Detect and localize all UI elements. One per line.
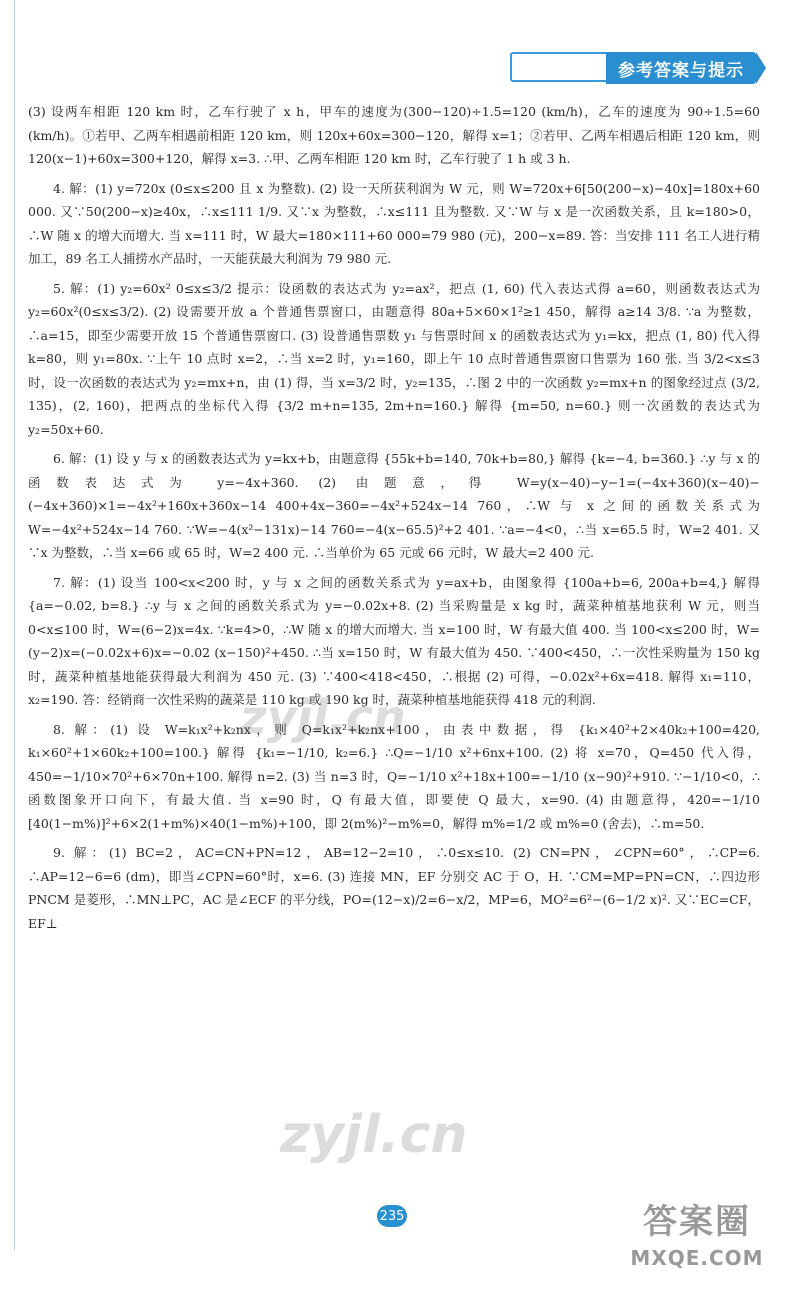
answer-content xyxy=(28,100,760,941)
watermark: zyjl.cn xyxy=(280,1105,468,1165)
header-blank-box xyxy=(510,52,610,82)
answer-paragraph: 9. 解：(1) BC=2，AC=CN+PN=12，AB=12−2=10，∴0≤x≤10. (2) CN=PN，∠CPN=60°，∴CP=6. ∴AP=12−6=6 (dm)，即当∠CPN=60°时，x=6. (3) 连接 MN，EF 分别交 AC 于 O，H. ∵CM=MP=PN=CN，∴四边形 PNCM 是菱形，∴MN⊥PC，AC 是∠ECF 的平分线，PO=(12−x)/2=6−x/2，MP=6，MO²=6²−(6−1/2 x)². 又∵EC=CF，EF⊥ xyxy=(28,845,760,931)
answer-paragraph: 5. 解：(1) y₂=60x² 0≤x≤3/2 提示：设函数的表达式为 y₂=ax²，把点 (1, 60) 代入表达式得 a=60，则函数表达式为 y₂=60x²(0≤x≤3/2). (2) 设需要开放 a 个普通售票窗口，由题意得 80a+5×60×1²≥1 450，解得 a≥14 3/8. ∵a 为整数，∴a=15，即至少需要开放 15 个普通售票窗口. (3) 设普通售票数 y₁ 与售票时间 x 的函数表达式为 y₁=kx，把点 (1, 80) 代入得 k=80，则 y₁=80x. ∵上午 10 点时 x=2，∴当 x=2 时，y₁=160，即上午 10 点时普通售票窗口售票为 160 张. 当 3/2<x≤3 时，设一次函数的表达式为 y₂=mx+n，由 (1) 得，当 x=3/2 时，y₂=135，∴图 2 中的一次函数 y₂=mx+n 的图象经过点 (3/2, 135)，(2, 160)，把两点的坐标代入得 {3/2 m+n=135, 2m+n=160.} 解得 {m=50, n=60.} 则一次函数的表达式为 y₂=50x+60. xyxy=(28,280,760,437)
page-number: 235 xyxy=(377,1205,407,1227)
left-margin-rule xyxy=(14,0,15,1250)
header-tab-label: 参考答案与提示 xyxy=(618,60,744,81)
answer-paragraph: 6. 解：(1) 设 y 与 x 的函数表达式为 y=kx+b，由题意得 {55k+b=140, 70k+b=80,} 解得 {k=−4, b=360.} ∴y 与 x 的函数表达式为 y=−4x+360. (2) 由题意，得 W=y(x−40)−y−1=(−4x+360)(x−40)−(−4x+360)×1=−4x²+160x+360x−14 400+4x−360=−4x²+524x−14 760，∴W 与 x 之间的函数关系式为 W=−4x²+524x−14 760. ∵W=−4(x²−131x)−14 760=−4(x−65.5)²+2 401. ∵a=−4<0，∴当 x=65.5 时，W=2 401. 又∵x 为整数，∴当 x=66 或 65 时，W=2 400 元. ∴当单价为 65 元或 66 元时，W 最大=2 400 元. xyxy=(28,451,760,560)
site-logo-title: 答案圈 xyxy=(643,1202,751,1242)
header-tab xyxy=(606,52,756,84)
answer-paragraph: (3) 设两车相距 120 km 时，乙车行驶了 x h，甲车的速度为(300−120)÷1.5=120 (km/h)，乙车的速度为 90÷1.5=60 (km/h)。①若甲、乙两车相遇前相距 120 km，则 120x+60x=300−120，解得 x=1；②若甲、乙两车相遇后相距 120 km，则 120(x−1)+60x=300+120，解得 x=3. ∴甲、乙两车相距 120 km 时，乙车行驶了 1 h 或 3 h. xyxy=(28,104,760,166)
watermark: zyjl.cn xyxy=(240,690,406,744)
answer-paragraph: 7. 解：(1) 设当 100<x<200 时，y 与 x 之间的函数关系式为 y=ax+b，由图象得 {100a+b=6, 200a+b=4,} 解得 {a=−0.02, b=8.} ∴y 与 x 之间的函数关系式为 y=−0.02x+8. (2) 当采购量是 x kg 时，蔬菜种植基地获利 W 元，则当 0<x≤100 时，W=(6−2)x=4x. ∵k=4>0，∴W 随 x 的增大而增大. 当 x=100 时，W 有最大值 400. 当 100<x≤200 时，W=(y−2)x=(−0.02x+6)x=−0.02 (x−150)²+450. ∴当 x=150 时，W 有最大值为 450. ∵400<450，∴一次性采购量为 150 kg 时，蔬菜种植基地能获得最大利润为 450 元. (3) ∵400<418<450，∴根据 (2) 可得，−0.02x²+6x=418. 解得 x₁=110，x₂=190. 答：经销商一次性采购的蔬菜是 110 kg 或 190 kg 时，蔬菜种植基地能获得 418 元的利润. xyxy=(28,574,760,707)
answer-paragraph: 4. 解：(1) y=720x (0≤x≤200 且 x 为整数). (2) 设一天所获利润为 W 元，则 W=720x+6[50(200−x)−40x]=180x+60 000. 又∵50(200−x)≥40x，∴x≤111 1/9. 又∵x 为整数，∴x≤111 且为整数. 又∵W 与 x 是一次函数关系，且 k=180>0，∴W 随 x 的增大而增大. 当 x=111 时，W 最大=180×111+60 000=79 980 (元)，200−x=89. 答：当安排 111 名工人进行精加工，89 名工人捕捞水产品时，一天能获最大利润为 79 980 元. xyxy=(28,180,760,266)
site-logo-domain: MXQE.COM xyxy=(630,1246,764,1270)
site-logo xyxy=(612,1200,782,1286)
answer-paragraph: 8. 解：(1) 设 W=k₁x²+k₂nx，则 Q=k₁x²+k₂nx+100，由表中数据，得 {k₁×40²+2×40k₂+100=420, k₁×60²+1×60k₂+100=100.} 解得 {k₁=−1/10, k₂=6.} ∴Q=−1/10 x²+6nx+100. (2) 将 x=70，Q=450 代入得，450=−1/10×70²+6×70n+100. 解得 n=2. (3) 当 n=3 时，Q=−1/10 x²+18x+100=−1/10 (x−90)²+910. ∵−1/10<0，∴函数图象开口向下，有最大值. 当 x=90 时，Q 有最大值，即要使 Q 最大，x=90. (4) 由题意得，420=−1/10 [40(1−m%)]²+6×2(1+m%)×40(1−m%)+100，即 2(m%)²−m%=0，解得 m%=1/2 或 m%=0 (舍去)，∴m=50. xyxy=(28,721,760,831)
